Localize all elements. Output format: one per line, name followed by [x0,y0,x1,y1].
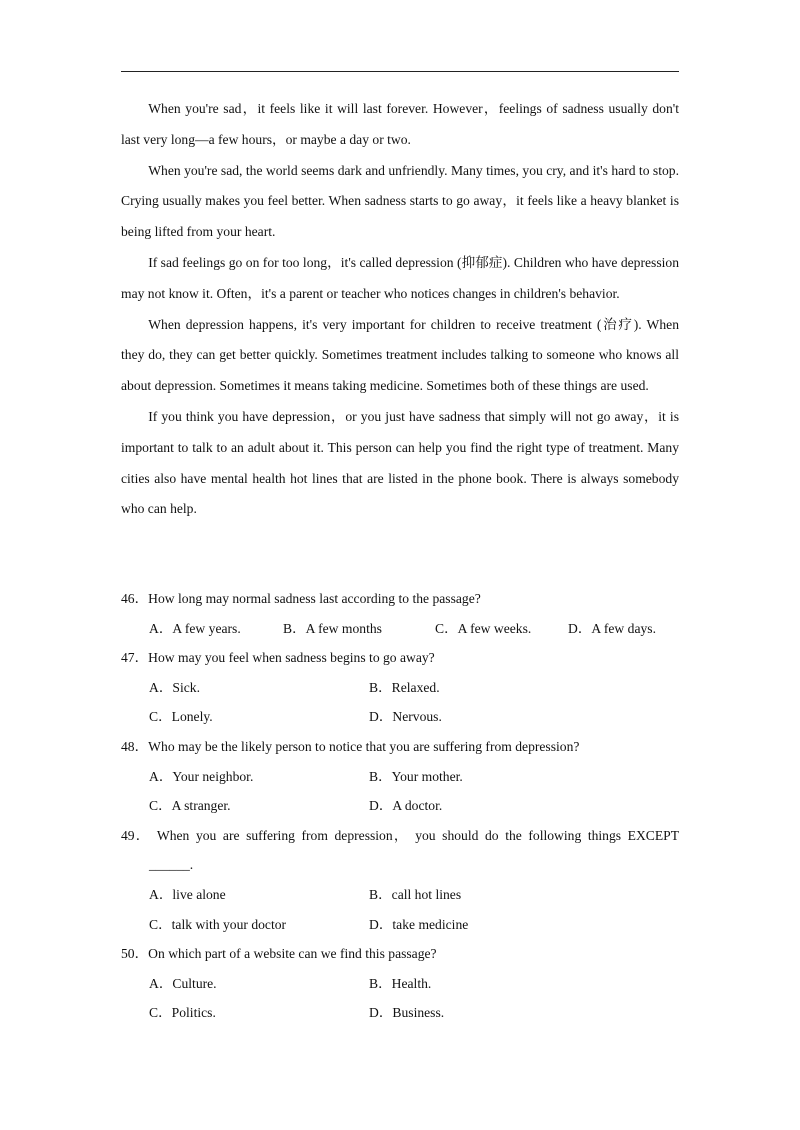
question-49-stem: 49． When you are suffering from depression， you should do the following things EXCEPT [121,827,679,843]
question-47-options-row-1 [121,673,679,703]
question-47-option-a[interactable]: A．Sick. [149,679,200,695]
question-49-options-row-1 [121,880,679,910]
question-49-option-d[interactable]: D．take medicine [369,916,469,932]
question-50-options-row-1 [121,969,679,999]
question-48-options-row-2 [121,791,679,821]
question-47-options-row-2 [121,702,679,732]
passage-paragraph-2: When you're sad, the world seems dark and unfriendly. Many times, you cry, and it's hard to stop. Crying usually makes you feel better. When sadness starts to go away，it feels like a heavy blanket is being lifted from your heart. [121,162,679,240]
question-49-blank: ______. [149,857,194,873]
question-46-option-c[interactable]: C．A few weeks. [435,620,532,636]
passage-paragraph-3: If sad feelings go on for too long，it's called depression (抑郁症). Children who have depression may not know it. Often，it's a parent or teacher who notices changes in children's behavior. [121,254,679,301]
question-50-option-b[interactable]: B．Health. [369,975,432,991]
question-50-options-row-2 [121,998,679,1028]
passage-paragraph-1: When you're sad，it feels like it will last forever. However，feelings of sadness usually don't last very long—a few hours，or maybe a day or two. [121,101,679,147]
question-50-option-c[interactable]: C．Politics. [149,1005,216,1021]
passage-paragraph-5: If you think you have depression，or you just have sadness that simply will not go away，it is important to talk to an adult about it. This person can help you find the right type of treatment. Many cities also have mental health hot lines that are listed in the phone book. There is always somebody who can help. [121,408,679,517]
question-48-stem: 48．Who may be the likely person to notice that you are suffering from depression? [121,738,580,754]
reading-passage [121,94,679,525]
question-46-option-a[interactable]: A．A few years. [149,620,241,636]
question-46-option-d[interactable]: D．A few days. [568,620,656,636]
question-48-option-d[interactable]: D．A doctor. [369,798,443,814]
question-47-option-d[interactable]: D．Nervous. [369,709,442,725]
question-50-option-a[interactable]: A．Culture. [149,975,217,991]
question-46-stem: 46．How long may normal sadness last according to the passage? [121,591,481,606]
question-48-option-c[interactable]: C．A stranger. [149,798,231,814]
question-49-option-a[interactable]: A．live alone [149,886,226,902]
question-50-option-d[interactable]: D．Business. [369,1005,445,1021]
question-46-option-b[interactable]: B．A few months [283,620,382,636]
question-47-option-b[interactable]: B．Relaxed. [369,679,440,695]
question-49-option-b[interactable]: B．call hot lines [369,886,462,902]
question-49-options-row-2 [121,910,679,940]
question-50-stem: 50．On which part of a website can we find this passage? [121,946,437,962]
question-48-option-b[interactable]: B．Your mother. [369,768,463,784]
header-rule [121,71,679,72]
question-46-options [121,614,679,644]
question-47-option-c[interactable]: C．Lonely. [149,709,213,725]
question-48-options-row-1 [121,762,679,792]
question-48-option-a[interactable]: A．Your neighbor. [149,768,254,784]
question-47-stem: 47．How may you feel when sadness begins to go away? [121,650,435,666]
question-list [121,584,679,1028]
passage-paragraph-4: When depression happens, it's very important for children to receive treatment (治疗). When they do, they can get better quickly. Sometimes treatment includes talking to someone who knows all about depression. Sometimes it means taking medicine. Sometimes both of these things are used. [121,316,679,394]
question-49-option-c[interactable]: C．talk with your doctor [149,916,287,932]
